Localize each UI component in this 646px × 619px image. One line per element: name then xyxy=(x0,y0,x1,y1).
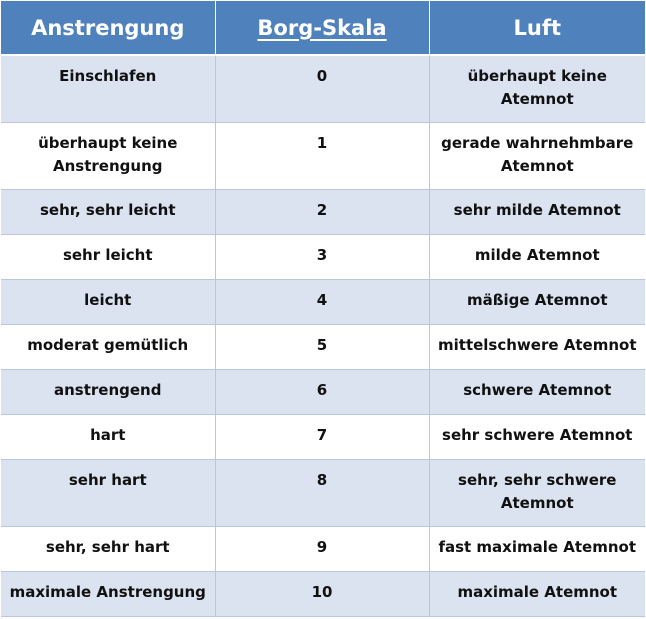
table-row xyxy=(1,55,645,122)
cell-scale: 5 xyxy=(215,324,429,369)
cell-exertion: maximale Anstrengung xyxy=(1,571,215,616)
cell-scale: 0 xyxy=(215,55,429,122)
table-row xyxy=(1,279,645,324)
cell-exertion: sehr, sehr hart xyxy=(1,526,215,571)
header-row xyxy=(1,1,645,55)
cell-scale: 2 xyxy=(215,189,429,234)
cell-scale: 7 xyxy=(215,414,429,459)
table-row xyxy=(1,414,645,459)
cell-exertion: leicht xyxy=(1,279,215,324)
header-borg-scale-label: Borg-Skala xyxy=(257,15,387,40)
cell-exertion: sehr, sehr leicht xyxy=(1,189,215,234)
cell-air: schwere Atemnot xyxy=(429,369,645,414)
cell-air: milde Atemnot xyxy=(429,234,645,279)
cell-air: sehr milde Atemnot xyxy=(429,189,645,234)
cell-exertion: überhaupt keine Anstrengung xyxy=(1,122,215,189)
table-row xyxy=(1,459,645,526)
cell-scale: 1 xyxy=(215,122,429,189)
cell-scale: 6 xyxy=(215,369,429,414)
table-row xyxy=(1,122,645,189)
cell-scale: 4 xyxy=(215,279,429,324)
cell-exertion: hart xyxy=(1,414,215,459)
cell-exertion: sehr hart xyxy=(1,459,215,526)
header-exertion: Anstrengung xyxy=(1,1,215,55)
cell-air: mäßige Atemnot xyxy=(429,279,645,324)
cell-scale: 8 xyxy=(215,459,429,526)
table-row xyxy=(1,526,645,571)
cell-scale: 9 xyxy=(215,526,429,571)
cell-exertion: anstrengend xyxy=(1,369,215,414)
cell-exertion: sehr leicht xyxy=(1,234,215,279)
cell-air: sehr schwere Atemnot xyxy=(429,414,645,459)
table-row xyxy=(1,189,645,234)
table-row xyxy=(1,324,645,369)
header-borg-scale xyxy=(215,1,429,55)
cell-exertion: Einschlafen xyxy=(1,55,215,122)
borg-scale-table xyxy=(1,1,645,617)
cell-air: fast maximale Atemnot xyxy=(429,526,645,571)
header-air: Luft xyxy=(429,1,645,55)
cell-air: gerade wahrnehmbare Atemnot xyxy=(429,122,645,189)
cell-air: maximale Atemnot xyxy=(429,571,645,616)
table-row xyxy=(1,234,645,279)
table-row xyxy=(1,369,645,414)
cell-air: überhaupt keine Atemnot xyxy=(429,55,645,122)
cell-exertion: moderat gemütlich xyxy=(1,324,215,369)
cell-air: sehr, sehr schwere Atemnot xyxy=(429,459,645,526)
cell-air: mittelschwere Atemnot xyxy=(429,324,645,369)
cell-scale: 10 xyxy=(215,571,429,616)
table-row xyxy=(1,571,645,616)
cell-scale: 3 xyxy=(215,234,429,279)
